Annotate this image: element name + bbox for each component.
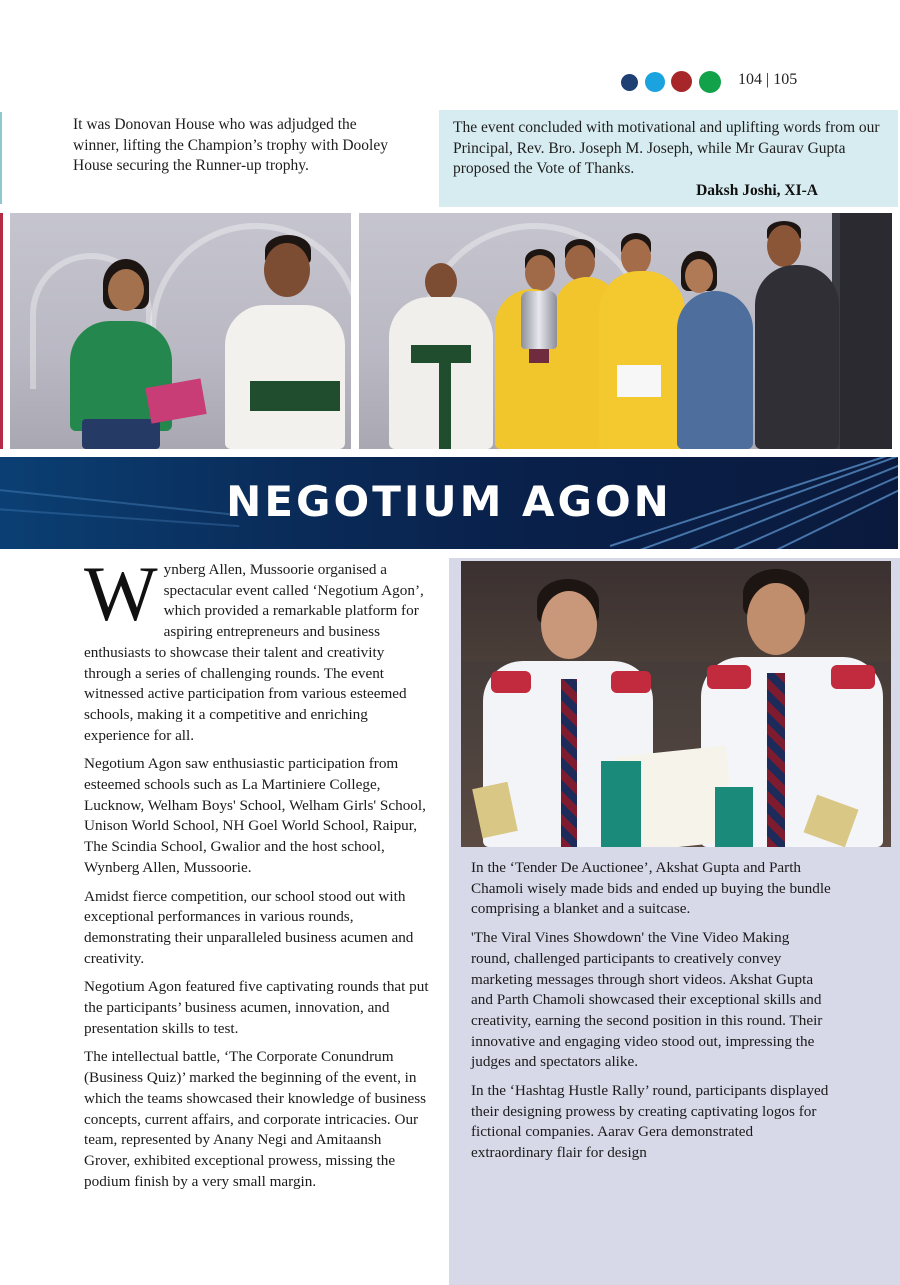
dot-navy: [621, 74, 638, 91]
winner-paragraph: It was Donovan House who was adjudged the winner, lifting the Champion’s trophy with Dooley House securing the Runner-up trophy.: [73, 116, 388, 174]
rounds-paragraph: Negotium Agon featured five captivating rounds that put the participants’ business acumen, innovation, and presentation skills to test.: [84, 978, 429, 1037]
winners-photo: [461, 561, 891, 847]
intro-paragraph: [84, 550, 430, 746]
logo-paragraph: In the ‘Hashtag Hustle Rally’ round, participants displayed their designing prowess by creating captivating logos for fictional companies. Aarav Gera demonstrated extraordinary flair for design: [471, 1082, 829, 1162]
dot-red: [671, 71, 692, 92]
award-photo-student: [10, 213, 351, 449]
quiz-paragraph: The intellectual battle, ‘The Corporate Conundrum (Business Quiz)’ marked the beginning of the event, in which the teams showcased their knowledge of business concepts, current affairs, and corporate intricacies. Our team, represented by Anany Negi and Amitaansh Grover, exhibited exceptional prowess, missing the podium finish by a very small margin.: [84, 1048, 427, 1190]
drop-cap: W: [84, 550, 158, 637]
competition-paragraph: Amidst fierce competition, our school stood out with exceptional performances in various rounds, demonstrating their unparalleled business acumen and creativity.: [84, 887, 414, 967]
closing-note-text: The event concluded with motivational and uplifting words from our Principal, Rev. Bro. Joseph M. Joseph, while Mr Gaurav Gupta proposed the Vote of Thanks.: [453, 119, 880, 177]
award-photo-group: [359, 213, 892, 449]
intro-text: ynberg Allen, Mussoorie organised a spectacular event called ‘Negotium Agon’, which provided a remarkable platform for aspiring entrepreneurs and business enthusiasts to showcase their talent and creativity through a series of challenging rounds. The event witnessed active participation from various esteemed schools, making it a competitive and enriching experience for all.: [84, 561, 424, 744]
page-numbers: 104 | 105: [738, 71, 798, 88]
participation-paragraph: Negotium Agon saw enthusiastic participation from esteemed schools such as La Martiniere College, Lucknow, Welham Boys' School, Welham Girls' School, Unison World School, NH Goel World School, Raipur, The Scindia School, Gwalior and the host school, Wynberg Allen, Mussoorie.: [84, 755, 426, 876]
title-banner: [0, 457, 898, 549]
left-article-column: [84, 550, 430, 1200]
right-article-column: [471, 858, 831, 1172]
dot-green: [699, 71, 721, 93]
author-credit: Daksh Joshi, XI-A: [696, 182, 818, 199]
closing-note-box: [439, 110, 898, 207]
accent-bar: [0, 112, 2, 204]
auction-paragraph: In the ‘Tender De Auctionee’, Akshat Gupta and Parth Chamoli wisely made bids and ended up buying the bundle comprising a blanket and a suitcase.: [471, 859, 831, 918]
page-title: NEGOTIUM AGON: [226, 477, 672, 526]
vine-paragraph: 'The Viral Vines Showdown' the Vine Video Making round, challenged participants to creatively convey marketing messages through short videos. Akshat Gupta and Parth Chamoli showcased their exceptional skills and creativity, earning the second position in this round. Their innovative and engaging video stood out, impressing the judges and spectators alike.: [471, 929, 823, 1071]
edge-strip: [0, 213, 3, 449]
dot-cyan: [645, 72, 665, 92]
